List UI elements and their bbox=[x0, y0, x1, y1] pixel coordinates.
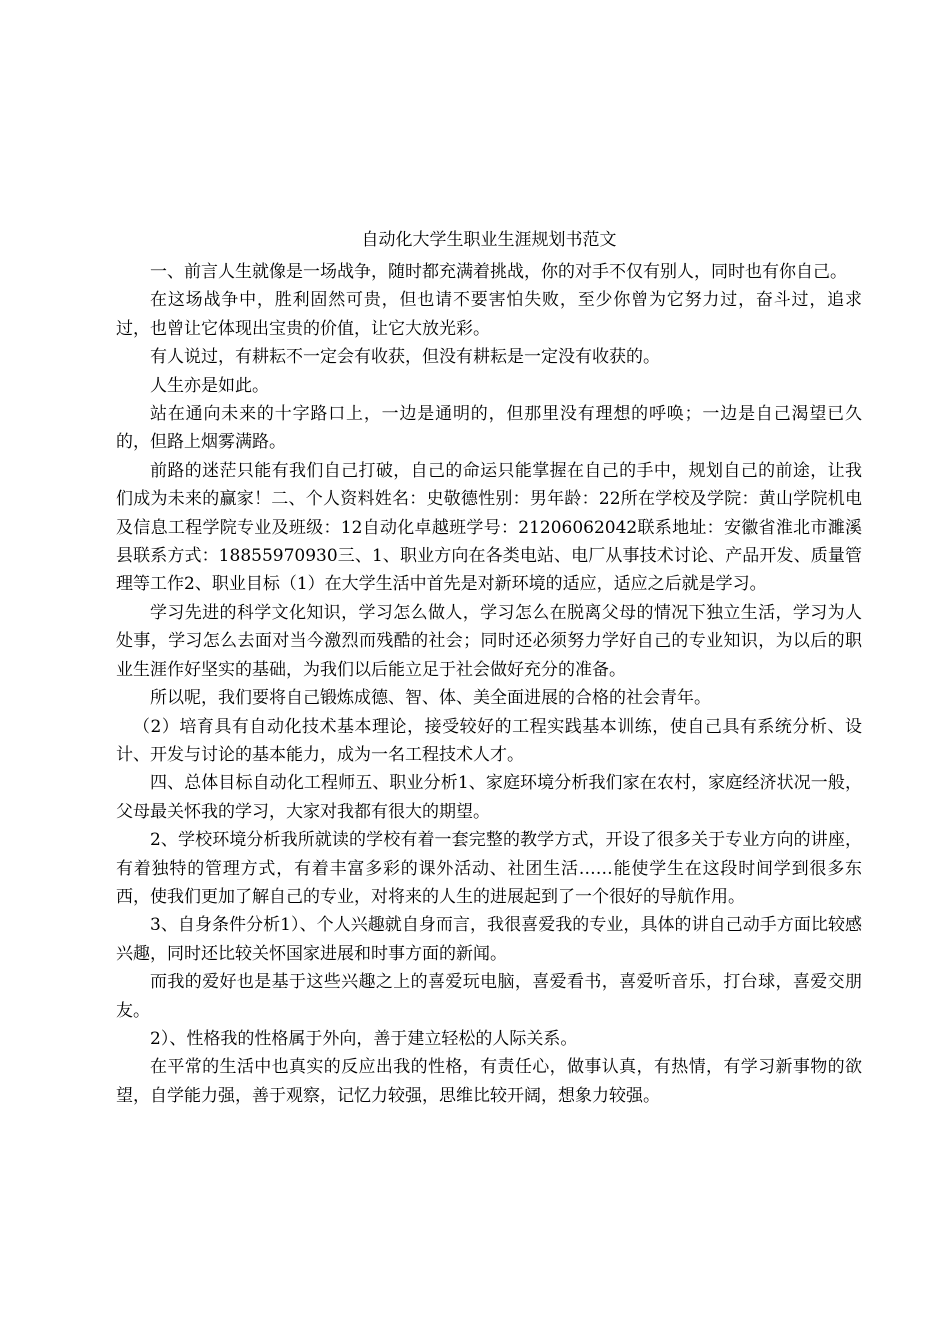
document-page bbox=[116, 226, 862, 1110]
paragraph-school-analysis: 2、学校环境分析我所就读的学校有着一套完整的教学方式，开设了很多关于专业方向的讲座，有着独特的管理方式，有着丰富多彩的课外活动、社团生活……能使学生在这段时间学到很多东西，使我们更加了解自己的专业，对将来的人生的进展起到了一个很好的导航作用。 bbox=[116, 830, 862, 907]
paragraph-self-analysis: 3、自身条件分析1）、个人兴趣就自身而言，我很喜爱我的专业，具体的讲自己动手方面比较感兴趣，同时还比较关怀国家进展和时事方面的新闻。 bbox=[116, 915, 862, 964]
paragraph-family-analysis: 四、总体目标自动化工程师五、职业分析1、家庭环境分析我们家在农村，家庭经济状况一般，父母最关怀我的学习，大家对我都有很大的期望。 bbox=[116, 773, 862, 822]
paragraph-daily-life: 在平常的生活中也真实的反应出我的性格，有责任心，做事认真，有热情，有学习新事物的欲望，自学能力强，善于观察，记忆力较强，思维比较开阔，想象力较强。 bbox=[116, 1057, 862, 1106]
paragraph-personality: 2）、性格我的性格属于外向，善于建立轻松的人际关系。 bbox=[150, 1028, 578, 1049]
document-title: 自动化大学生职业生涯规划书范文 bbox=[361, 230, 617, 250]
paragraph-life: 人生亦是如此。 bbox=[150, 375, 269, 396]
paragraph-hobbies: 而我的爱好也是基于这些兴趣之上的喜爱玩电脑，喜爱看书，喜爱听音乐，打台球，喜爱交朋友。 bbox=[116, 972, 862, 1021]
paragraph-all-round: 所以呢，我们要将自己锻炼成德、智、体、美全面进展的合格的社会青年。 bbox=[150, 688, 711, 709]
paragraph-battle: 在这场战争中，胜利固然可贵，但也请不要害怕失败，至少你曾为它努力过，奋斗过，追求过，也曾让它体现出宝贵的价值，让它大放光彩。 bbox=[116, 290, 862, 339]
paragraph-preface: 一、前言人生就像是一场战争，随时都充满着挑战，你的对手不仅有别人，同时也有你自己。 bbox=[150, 262, 847, 282]
paragraph-learning: 学习先进的科学文化知识，学习怎么做人，学习怎么在脱离父母的情况下独立生活，学习为人处事，学习怎么去面对当今激烈而残酷的社会；同时还必须努力学好自己的专业知识，为以后的职业生涯作好坚实的基础，为我们以后能立足于社会做好充分的准备。 bbox=[116, 602, 862, 680]
paragraph-engineering-goal: （2）培育具有自动化技术基本理论，接受较好的工程实践基本训练，使自己具有系统分析、设计、开发与讨论的基本能力，成为一名工程技术人才。 bbox=[116, 716, 862, 765]
paragraph-cultivation: 有人说过，有耕耘不一定会有收获，但没有耕耘是一定没有收获的。 bbox=[150, 347, 660, 368]
paragraph-crossroads: 站在通向未来的十字路口上，一边是通明的，但那里没有理想的呼唤；一边是自己渴望已久的，但路上烟雾满路。 bbox=[116, 404, 862, 453]
paragraph-personal-info: 前路的迷茫只能有我们自己打破，自己的命运只能掌握在自己的手中，规划自己的前途，让我们成为未来的赢家！二、个人资料姓名：史敬德性别：男年龄：22所在学校及学院：黄山学院机电及信息工程学院专业及班级：12自动化卓越班学号：21206062042联系地址：安徽省淮北市濉溪县联系方式：18855970930三、1、职业方向在各类电站、电厂从事技术讨论、产品开发、质量管理等工作2、职业目标（1）在大学生活中首先是对新环境的适应，适应之后就是学习。 bbox=[116, 460, 862, 595]
